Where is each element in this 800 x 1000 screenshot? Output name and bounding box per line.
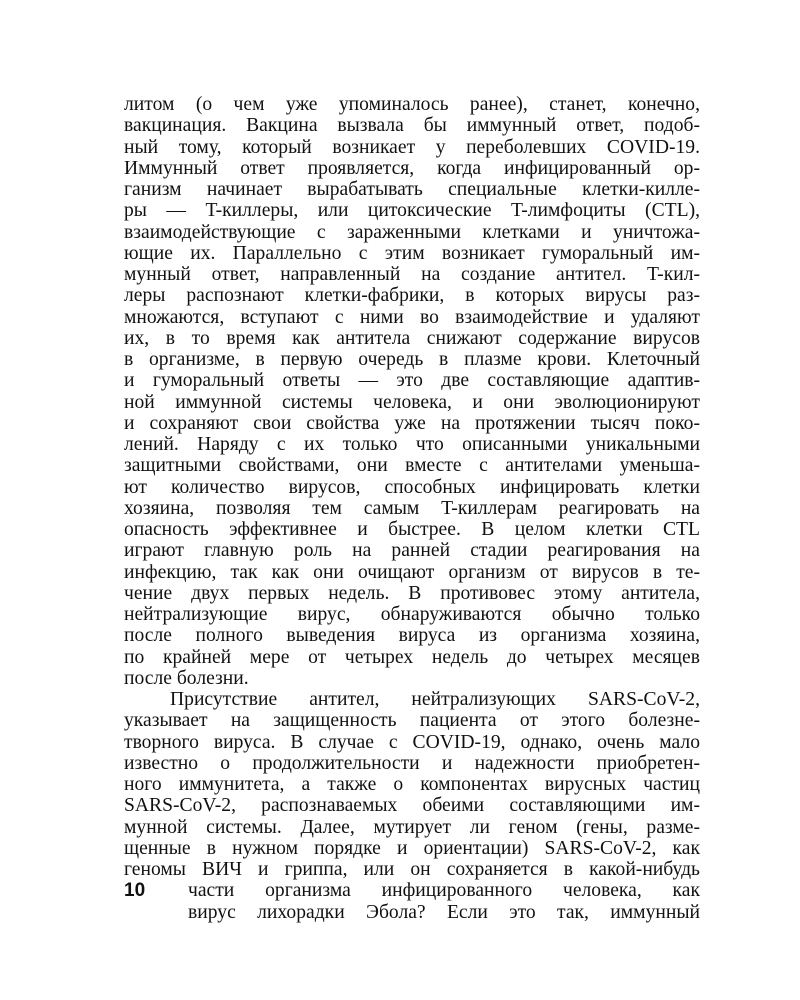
text-line: инфекцию, так как они очищают организм от вирусов в те- [124, 561, 700, 583]
text-line: геномы ВИЧ и гриппа, или он сохраняется в какой-нибудь [124, 859, 700, 880]
text-line: защитными свойствами, они вместе с антителами уменьша- [124, 455, 700, 477]
text-line: взаимодействующие с зараженными клетками и уничтожа- [124, 221, 700, 243]
text-line: играют главную роль на ранней стадии реагирования на [124, 540, 700, 562]
text-line: лений. Наряду с их только что описанными уникальными [124, 434, 700, 455]
paragraph-first-line: Присутствие антител, нейтрализующих SARS-CoV-2, [170, 689, 700, 710]
text-line: ганизм начинает вырабатывать специальные клетки-килле- [124, 179, 700, 200]
text-line: мунной системы. Далее, мутирует ли геном (гены, разме- [124, 816, 700, 838]
text-line: и сохраняют свои свойства уже на протяжении тысяч поко- [124, 412, 700, 434]
text-line: чение двух первых недель. В противовес этому антитела, [124, 582, 700, 604]
text-line: ный тому, который возникает у переболевших COVID-19. [124, 136, 700, 158]
paragraph-end-line: после болезни. [124, 667, 249, 689]
text-line: нейтрализующие вирус, обнаруживаются обычно только [124, 604, 700, 625]
page-number: 10 [124, 880, 146, 901]
text-line: части организма инфицированного человека, как [188, 880, 700, 902]
text-line: щенные в нужном порядке и ориентации) SARS-CoV-2, как [124, 837, 700, 859]
text-line: творного вируса. В случае с COVID-19, однако, очень мало [124, 731, 700, 753]
text-line: мунный ответ, направленный на создание антител. T-кил- [124, 264, 700, 285]
body-text [124, 94, 700, 923]
text-line: известно о продолжительности и надежности приобретен- [124, 752, 700, 774]
text-line: и гуморальный ответы — это две составляющие адаптив- [124, 370, 700, 392]
text-line: Иммунный ответ проявляется, когда инфицированный ор- [124, 157, 700, 179]
text-line: их, в то время как антитела снижают содержание вирусов [124, 327, 700, 349]
text-line: леры распознают клетки-фабрики, в которых вирусы раз- [124, 285, 700, 307]
text-line: вакцинация. Вакцина вызвала бы иммунный ответ, подоб- [124, 115, 700, 137]
text-line: вирус лихорадки Эбола? Если это так, иммунный [188, 901, 700, 923]
text-line: указывает на защищенность пациента от этого болезне- [124, 710, 700, 732]
text-line: множаются, вступают с ними во взаимодействие и удаляют [124, 306, 700, 328]
text-line: после полного выведения вируса из организма хозяина, [124, 625, 700, 647]
text-line: ного иммунитета, а также о компонентах вирусных частиц [124, 774, 700, 795]
text-line: опасность эффективнее и быстрее. В целом клетки CTL [124, 519, 700, 540]
text-line: литом (о чем уже упоминалось ранее), станет, конечно, [124, 94, 700, 115]
text-line: ют количество вирусов, способных инфицировать клетки [124, 476, 700, 498]
text-line: в организме, в первую очередь в плазме крови. Клеточный [124, 349, 700, 370]
text-line: хозяина, позволяя тем самым T-киллерам реагировать на [124, 497, 700, 519]
text-line: ной иммунной системы человека, и они эволюционируют [124, 391, 700, 413]
text-line: по крайней мере от четырех недель до четырех месяцев [124, 646, 700, 668]
text-line: SARS-CoV-2, распознаваемых обеими составляющими им- [124, 795, 700, 817]
text-line: ры — T-киллеры, или цитоксические T-лимфоциты (CTL), [124, 200, 700, 222]
text-line: ющие их. Параллельно с этим возникает гуморальный им- [124, 242, 700, 264]
